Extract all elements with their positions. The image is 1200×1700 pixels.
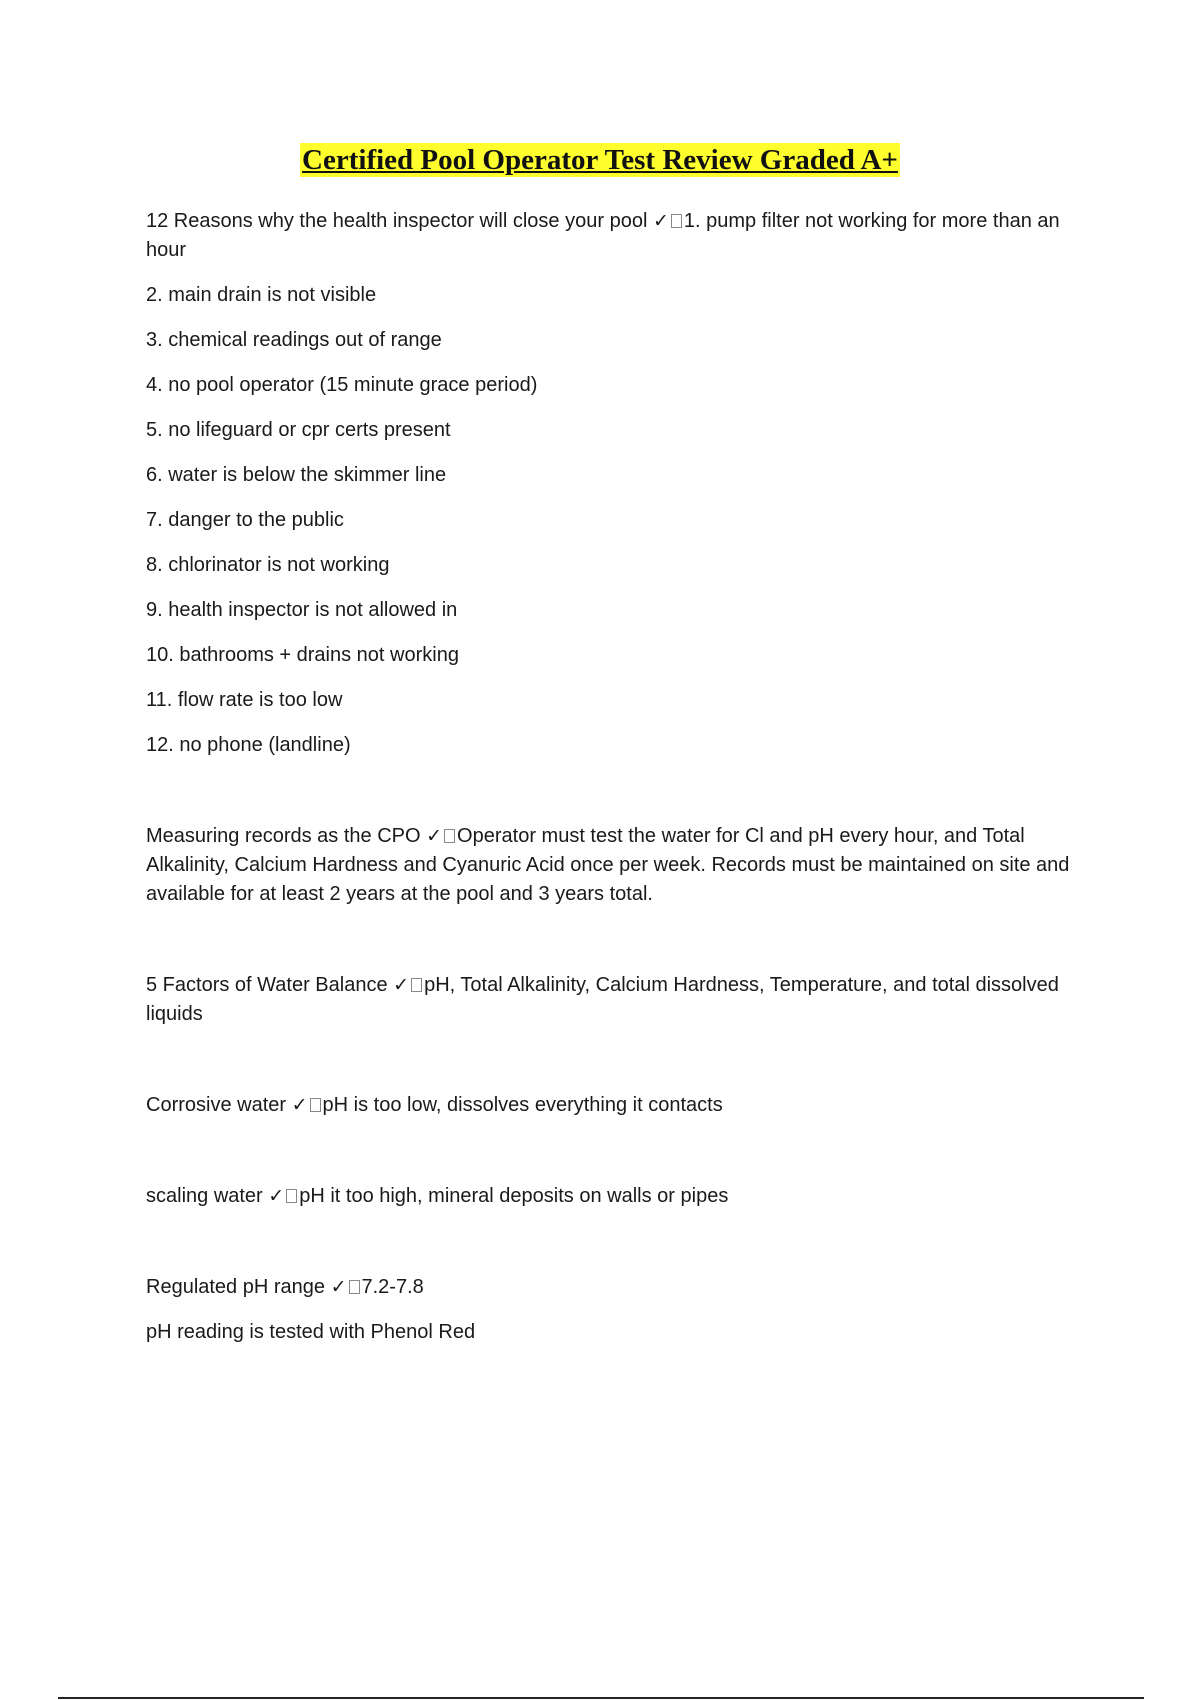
definition-text: Operator must test the water for Cl and pH every hour, and Total Alkalinity, Calcium Hardness and Cyanuric Acid once per week. Records must be maintained on site and available for at least 2 years at the pool and 3 years total. [146,825,1070,905]
checkmark-icon: ✓ [652,210,669,232]
list-item: pH reading is tested with Phenol Red [146,1321,476,1343]
qa-entry [146,1091,1086,1120]
qa-entry [146,1182,1086,1211]
definition-text: pH is too low, dissolves everything it contacts [322,1094,723,1116]
checkmark-icon: ✓ [330,1276,347,1298]
list-item: 8. chlorinator is not working [146,554,390,576]
definition-text: pH, Total Alkalinity, Calcium Hardness, Temperature, and total dissolved liquids [146,974,1059,1025]
list-item: 7. danger to the public [146,509,344,531]
list-item: 9. health inspector is not allowed in [146,599,458,621]
list-item: 12. no phone (landline) [146,734,351,756]
box-glyph-icon [444,829,455,843]
box-glyph-icon [286,1189,297,1203]
box-glyph-icon [671,214,682,228]
definition-text: pH it too high, mineral deposits on walls or pipes [299,1185,729,1207]
document-body [146,207,1086,1347]
term-text: Measuring records as the CPO [146,825,421,847]
qa-entry [146,822,1086,909]
term-text: Corrosive water [146,1094,287,1116]
definition-text: 1. pump filter not working for more than an hour [146,210,1060,261]
list-item: 6. water is below the skimmer line [146,464,447,486]
checkmark-icon: ✓ [393,974,410,996]
term-text: scaling water [146,1185,263,1207]
page-bottom-divider [58,1697,1144,1699]
definition-text: 7.2-7.8 [361,1276,424,1298]
box-glyph-icon [349,1280,360,1294]
term-text: 5 Factors of Water Balance [146,974,388,996]
checkmark-icon: ✓ [426,825,443,847]
term-text: Regulated pH range [146,1276,326,1298]
checkmark-icon: ✓ [268,1185,285,1207]
box-glyph-icon [411,978,422,992]
document-title: Certified Pool Operator Test Review Graded A+ [302,144,898,176]
list-item: 4. no pool operator (15 minute grace period) [146,374,538,396]
qa-entry [146,207,1086,265]
list-item: 10. bathrooms + drains not working [146,644,459,666]
list-item: 5. no lifeguard or cpr certs present [146,419,451,441]
list-item: 3. chemical readings out of range [146,329,442,351]
list-item: 11. flow rate is too low [146,689,343,711]
box-glyph-icon [310,1098,321,1112]
qa-entry [146,971,1086,1029]
checkmark-icon: ✓ [291,1094,308,1116]
list-item: 2. main drain is not visible [146,284,377,306]
title-container [0,143,1200,177]
term-text: 12 Reasons why the health inspector will close your pool [146,210,648,232]
qa-entry [146,1273,1086,1302]
